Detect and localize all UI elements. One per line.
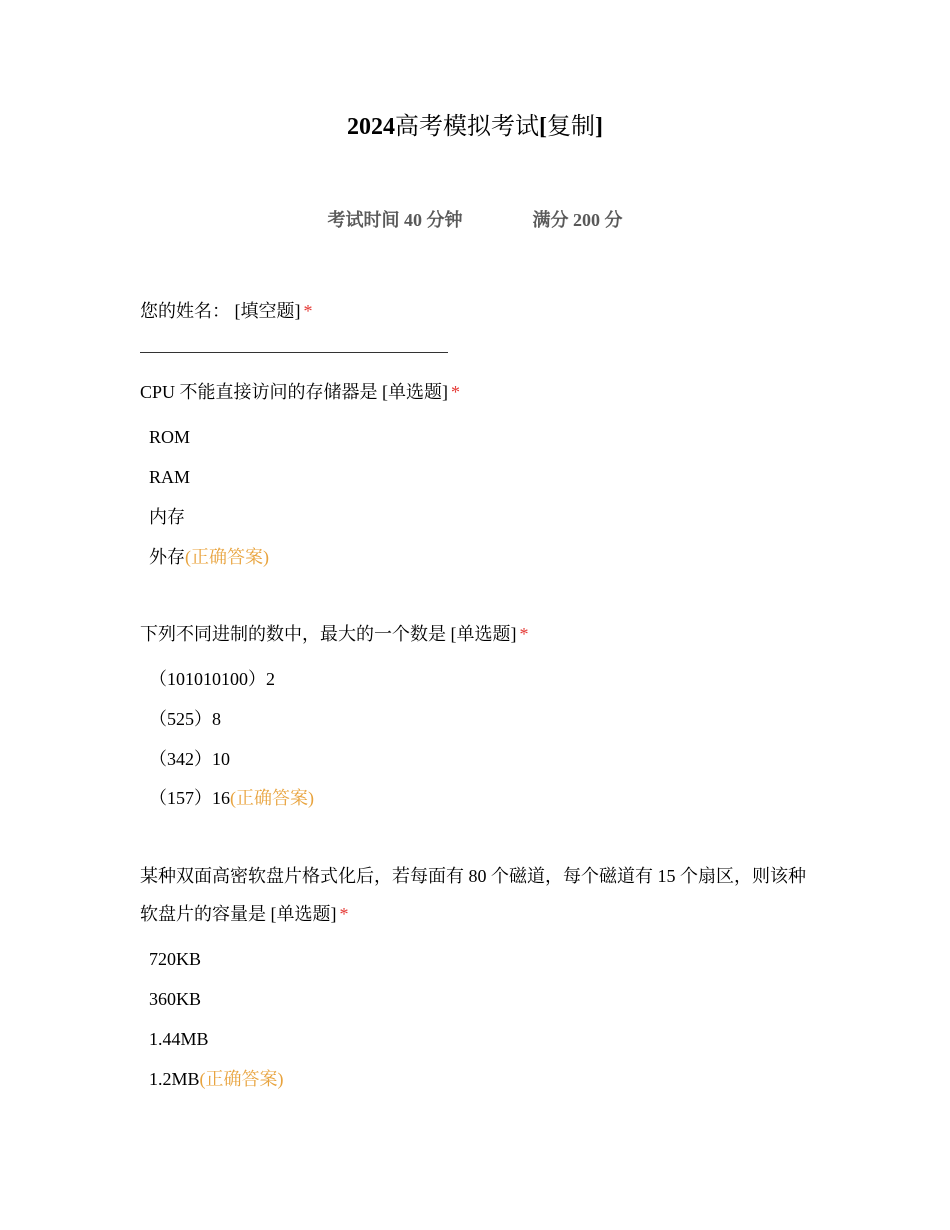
correct-answer-label: (正确答案) [199,1069,284,1089]
question-type: [填空题] [234,301,301,321]
title-year: 2024 [347,114,395,140]
title-tag: 复制 [547,114,595,140]
correct-answer-label: (正确答案) [185,547,269,567]
q3-option-4[interactable] [149,784,314,812]
title-bracket-close: ] [595,114,603,140]
question-2-title [140,373,820,411]
option-label: 外存 [149,547,185,567]
page-title [0,110,950,144]
question-text: 下列不同进制的数中，最大的一个数是 [140,624,446,644]
required-mark: * [451,382,461,402]
question-type: [单选题] [450,624,517,644]
question-1-title [140,292,820,330]
q4-option-1[interactable]: 720KB [149,949,202,969]
q2-option-2[interactable]: RAM [149,467,191,487]
name-answer-field[interactable] [140,352,448,353]
exam-meta [0,206,950,234]
question-type: [单选题] [270,904,337,924]
q2-option-4[interactable] [149,543,269,571]
question-text: 您的姓名： [140,301,230,321]
q3-option-1[interactable]: （101010100）2 [149,669,275,689]
q2-option-3[interactable]: 内存 [149,507,185,527]
option-label: （157）16 [149,788,230,808]
question-text: CPU 不能直接访问的存储器是 [140,382,378,402]
question-4-title [140,857,820,933]
q4-option-4[interactable] [149,1065,284,1093]
exam-full-score: 满分 200 分 [532,210,623,230]
question-3-title [140,615,820,653]
title-text: 高考模拟考试 [395,114,539,140]
required-mark: * [303,301,313,321]
required-mark: * [339,904,349,924]
q2-option-1[interactable]: ROM [149,427,191,447]
question-type: [单选题] [382,382,449,402]
required-mark: * [519,624,529,644]
title-bracket-open: [ [539,114,547,140]
exam-time: 考试时间 40 分钟 [327,210,463,230]
option-label: 1.2MB [149,1069,200,1089]
q3-option-2[interactable]: （525）8 [149,709,221,729]
correct-answer-label: (正确答案) [230,788,314,808]
q3-option-3[interactable]: （342）10 [149,749,230,769]
question-text: 某种双面高密软盘片格式化后，若每面有 80 个磁道，每个磁道有 15 个扇区，则该种软盘片的容量是 [140,866,806,924]
q4-option-3[interactable]: 1.44MB [149,1029,209,1049]
q4-option-2[interactable]: 360KB [149,989,202,1009]
